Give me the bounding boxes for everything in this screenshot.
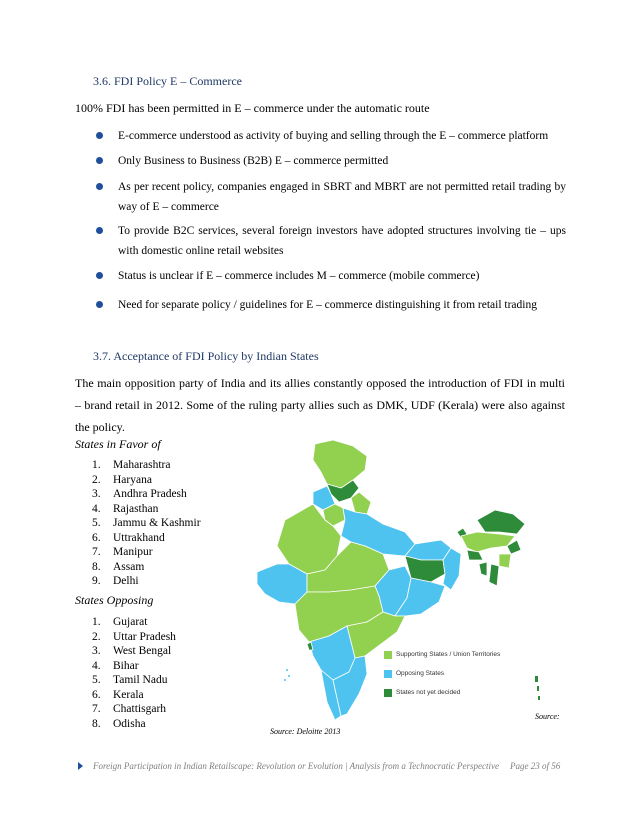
- bullet-text: E-commerce understood as activity of buying and selling through the E – commerce platform: [118, 130, 549, 142]
- source-caption: Source: Deloitte 2013: [270, 727, 341, 736]
- map-region-islands: [535, 676, 540, 700]
- bullet-dot-icon: [96, 183, 103, 190]
- footer-title: Foreign Participation in Indian Retailscape: Revolution or Evolution | Analysis from a Technocratic Perspective: [93, 761, 499, 771]
- bullet-text: To provide B2C services, several foreign investors have adopted structures involving tie – ups with domestic online retail websites: [118, 225, 566, 257]
- legend-swatch: [384, 651, 392, 659]
- favor-list: [92, 458, 201, 589]
- list-item: 9. Delhi: [92, 575, 139, 587]
- bullet-dot-icon: [96, 301, 103, 308]
- list-item: 2. Uttar Pradesh: [92, 630, 176, 643]
- list-item: 6. Uttrakhand: [92, 531, 165, 544]
- list-item: 5. Tamil Nadu: [92, 674, 168, 686]
- section-heading-3-7: 3.7. Acceptance of FDI Policy by Indian States: [93, 349, 319, 363]
- bullet-text: Only Business to Business (B2B) E – commerce permitted: [118, 155, 389, 167]
- bullet-dot-icon: [96, 157, 103, 164]
- list-item: 8. Odisha: [92, 717, 146, 730]
- map-region-uttarakhand: [351, 492, 371, 514]
- footer-arrow-icon: [78, 762, 83, 770]
- map-region-tripura: [479, 562, 487, 576]
- bullet-text: Need for separate policy / guidelines for E – commerce distinguishing it from retail trading: [118, 299, 537, 311]
- list-item: 8. Assam: [92, 560, 145, 573]
- legend-label: Supporting States / Union Territories: [396, 651, 501, 658]
- list-item: 5. Jammu & Kashmir: [92, 517, 201, 529]
- list-item: 6. Kerala: [92, 688, 144, 701]
- map-region-lakshadweep: [284, 669, 290, 681]
- map-region-arunachal: [477, 510, 525, 534]
- section-intro: 100% FDI has been permitted in E – commerce under the automatic route: [75, 101, 430, 115]
- map-region-mizoram: [489, 564, 499, 586]
- list-item: 3. West Bengal: [92, 645, 172, 657]
- bullet-dot-icon: [96, 272, 103, 279]
- list-item: 3. Andhra Pradesh: [92, 488, 187, 500]
- map-region-manipur: [499, 554, 511, 568]
- bullet-dot-icon: [96, 132, 103, 139]
- section-paragraph: The main opposition party of India and its allies constantly opposed the introduction of FDI in multi – brand retail in 2012. Some of the ruling party allies such as DMK, UDF (Kerala) were also against the policy.: [75, 376, 565, 434]
- opposing-label: States Opposing: [75, 593, 154, 607]
- list-item: 2. Haryana: [92, 473, 152, 486]
- bullet-dot-icon: [96, 227, 103, 234]
- map-region-assam: [461, 532, 515, 552]
- list-item: 7. Manipur: [92, 546, 153, 558]
- section-heading-3-6: 3.6. FDI Policy E – Commerce: [93, 74, 242, 88]
- list-item: 1. Gujarat: [92, 616, 148, 628]
- legend-swatch: [384, 689, 392, 697]
- opposing-list: [92, 615, 176, 731]
- legend-label: States not yet decided: [396, 689, 461, 696]
- bullet-text: As per recent policy, companies engaged in SBRT and MBRT are not permitted retail trading by way of E – commerce: [118, 181, 566, 213]
- list-item: 1. Maharashtra: [92, 459, 171, 471]
- list-item: 7. Chattisgarh: [92, 703, 167, 715]
- legend-label: Opposing States: [396, 670, 445, 677]
- map-region-meghalaya: [467, 550, 483, 560]
- legend-swatch: [384, 670, 392, 678]
- source-right: Source:: [535, 712, 560, 721]
- map-region-gujarat: [257, 564, 307, 604]
- map-region-jammu-kashmir: [313, 440, 367, 488]
- bullet-text: Status is unclear if E – commerce includes M – commerce (mobile commerce): [118, 270, 480, 282]
- list-item: 4. Bihar: [92, 659, 139, 672]
- page-number: Page 23 of 56: [510, 761, 561, 771]
- favor-label: States in Favor of: [75, 437, 161, 451]
- list-item: 4. Rajasthan: [92, 502, 159, 515]
